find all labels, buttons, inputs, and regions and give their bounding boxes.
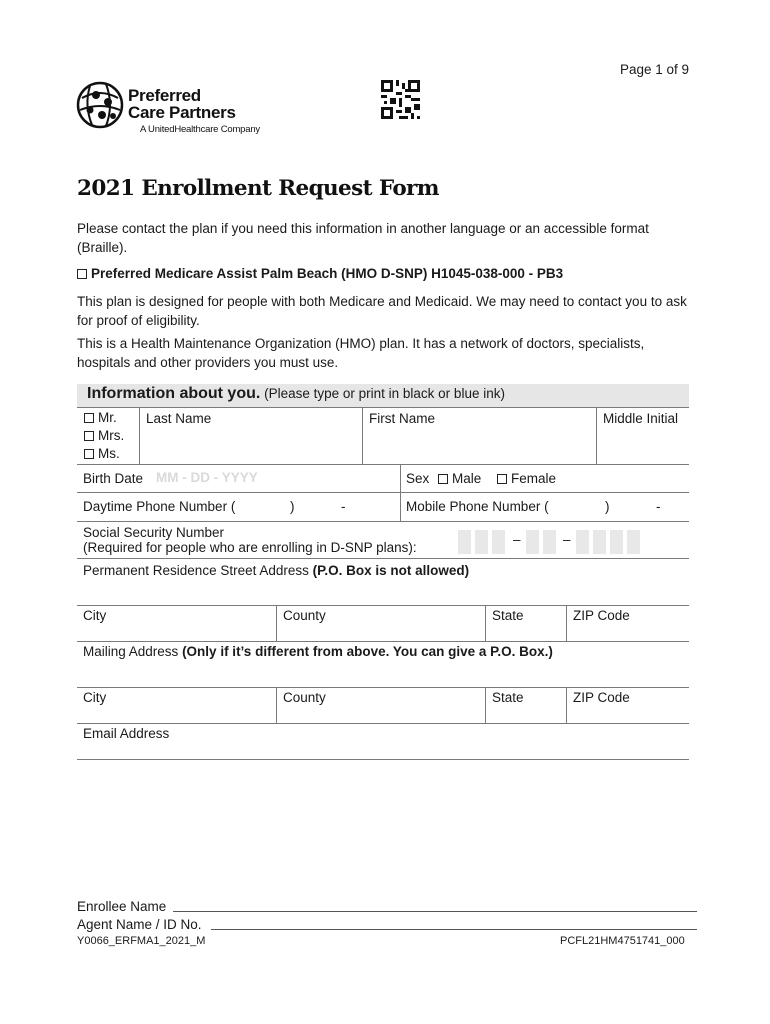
footer-right-code: PCFL21HM4751741_000 (560, 935, 685, 947)
mailing-state-field[interactable]: State (492, 690, 524, 705)
form-title: 2021 Enrollment Request Form (77, 176, 439, 201)
salutation-mr[interactable]: Mr. (84, 410, 117, 425)
mailing-city-field[interactable]: City (83, 690, 107, 705)
ms-checkbox[interactable] (84, 449, 94, 459)
email-field[interactable]: Email Address (83, 726, 170, 741)
section-note: (Please type or print in black or blue ink) (264, 386, 505, 401)
page-number: Page 1 of 9 (620, 62, 690, 77)
intro-text: Please contact the plan if you need this information in another language or an accessible format (Braille). (77, 221, 649, 255)
ssn-separator-2: – (563, 532, 571, 547)
logo-wordmark: Preferred Care Partners (128, 86, 236, 122)
plan-description-2: This is a Health Maintenance Organization (HMO) plan. It has a network of doctors, specialists, hospitals and other providers you must use. (77, 336, 645, 370)
sex-label: Sex (406, 471, 430, 486)
ssn-separator-1: – (513, 532, 521, 547)
daytime-phone-field[interactable]: Daytime Phone Number ( (83, 499, 236, 514)
enrollee-name-line[interactable] (173, 911, 697, 912)
mailing-address-field[interactable]: Mailing Address (Only if it’s different from above. You can give a P.O. Box.) (83, 644, 553, 659)
residence-address-field[interactable]: Permanent Residence Street Address (P.O. Box is not allowed) (83, 563, 470, 578)
mobile-phone-field[interactable]: Mobile Phone Number ( (406, 499, 549, 514)
mailing-county-field[interactable]: County (283, 690, 326, 705)
first-name-field[interactable]: First Name (369, 411, 436, 426)
zip-field[interactable]: ZIP Code (573, 608, 630, 623)
county-field[interactable]: County (283, 608, 326, 623)
male-checkbox[interactable] (438, 474, 448, 484)
ssn-requirement-note: (Required for people who are enrolling in D-SNP plans): (83, 540, 417, 555)
agent-name-label: Agent Name / ID No. (77, 917, 202, 932)
mrs-checkbox[interactable] (84, 431, 94, 441)
daytime-phone-paren: ) (290, 499, 295, 514)
plan-checkbox[interactable] (77, 269, 87, 279)
logo-tagline: A UnitedHealthcare Company (140, 124, 260, 135)
sex-male-option[interactable]: Male (438, 471, 481, 486)
sex-female-option[interactable]: Female (497, 471, 556, 486)
plan-description-1: This plan is designed for people with both Medicare and Medicaid. We may need to contact you to ask for proof of eligibility. (77, 294, 687, 328)
agent-name-line[interactable] (211, 929, 697, 930)
footer-left-code: Y0066_ERFMA1_2021_M (77, 935, 206, 947)
last-name-field[interactable]: Last Name (146, 411, 212, 426)
plan-option-label: Preferred Medicare Assist Palm Beach (HMO D-SNP) H1045-038-000 - PB3 (91, 266, 564, 281)
birth-date-label: Birth Date (83, 471, 144, 486)
birth-date-field[interactable]: MM - DD - YYYY (156, 470, 258, 485)
section-title: Information about you. (87, 385, 261, 402)
enrollee-name-label: Enrollee Name (77, 899, 167, 914)
mobile-phone-paren: ) (605, 499, 610, 514)
qr-code-icon (381, 80, 420, 119)
middle-initial-field[interactable]: Middle Initial (603, 411, 679, 426)
ssn-label: Social Security Number (83, 525, 225, 540)
plan-option[interactable] (77, 266, 563, 281)
mr-checkbox[interactable] (84, 413, 94, 423)
mailing-zip-field[interactable]: ZIP Code (573, 690, 630, 705)
mobile-phone-dash: - (656, 499, 661, 514)
company-logo (76, 80, 286, 138)
state-field[interactable]: State (492, 608, 524, 623)
globe-logo-icon (76, 80, 126, 130)
daytime-phone-dash: - (341, 499, 346, 514)
city-field[interactable]: City (83, 608, 107, 623)
salutation-ms[interactable]: Ms. (84, 446, 120, 461)
female-checkbox[interactable] (497, 474, 507, 484)
section-header (77, 384, 689, 408)
salutation-mrs[interactable]: Mrs. (84, 428, 124, 443)
